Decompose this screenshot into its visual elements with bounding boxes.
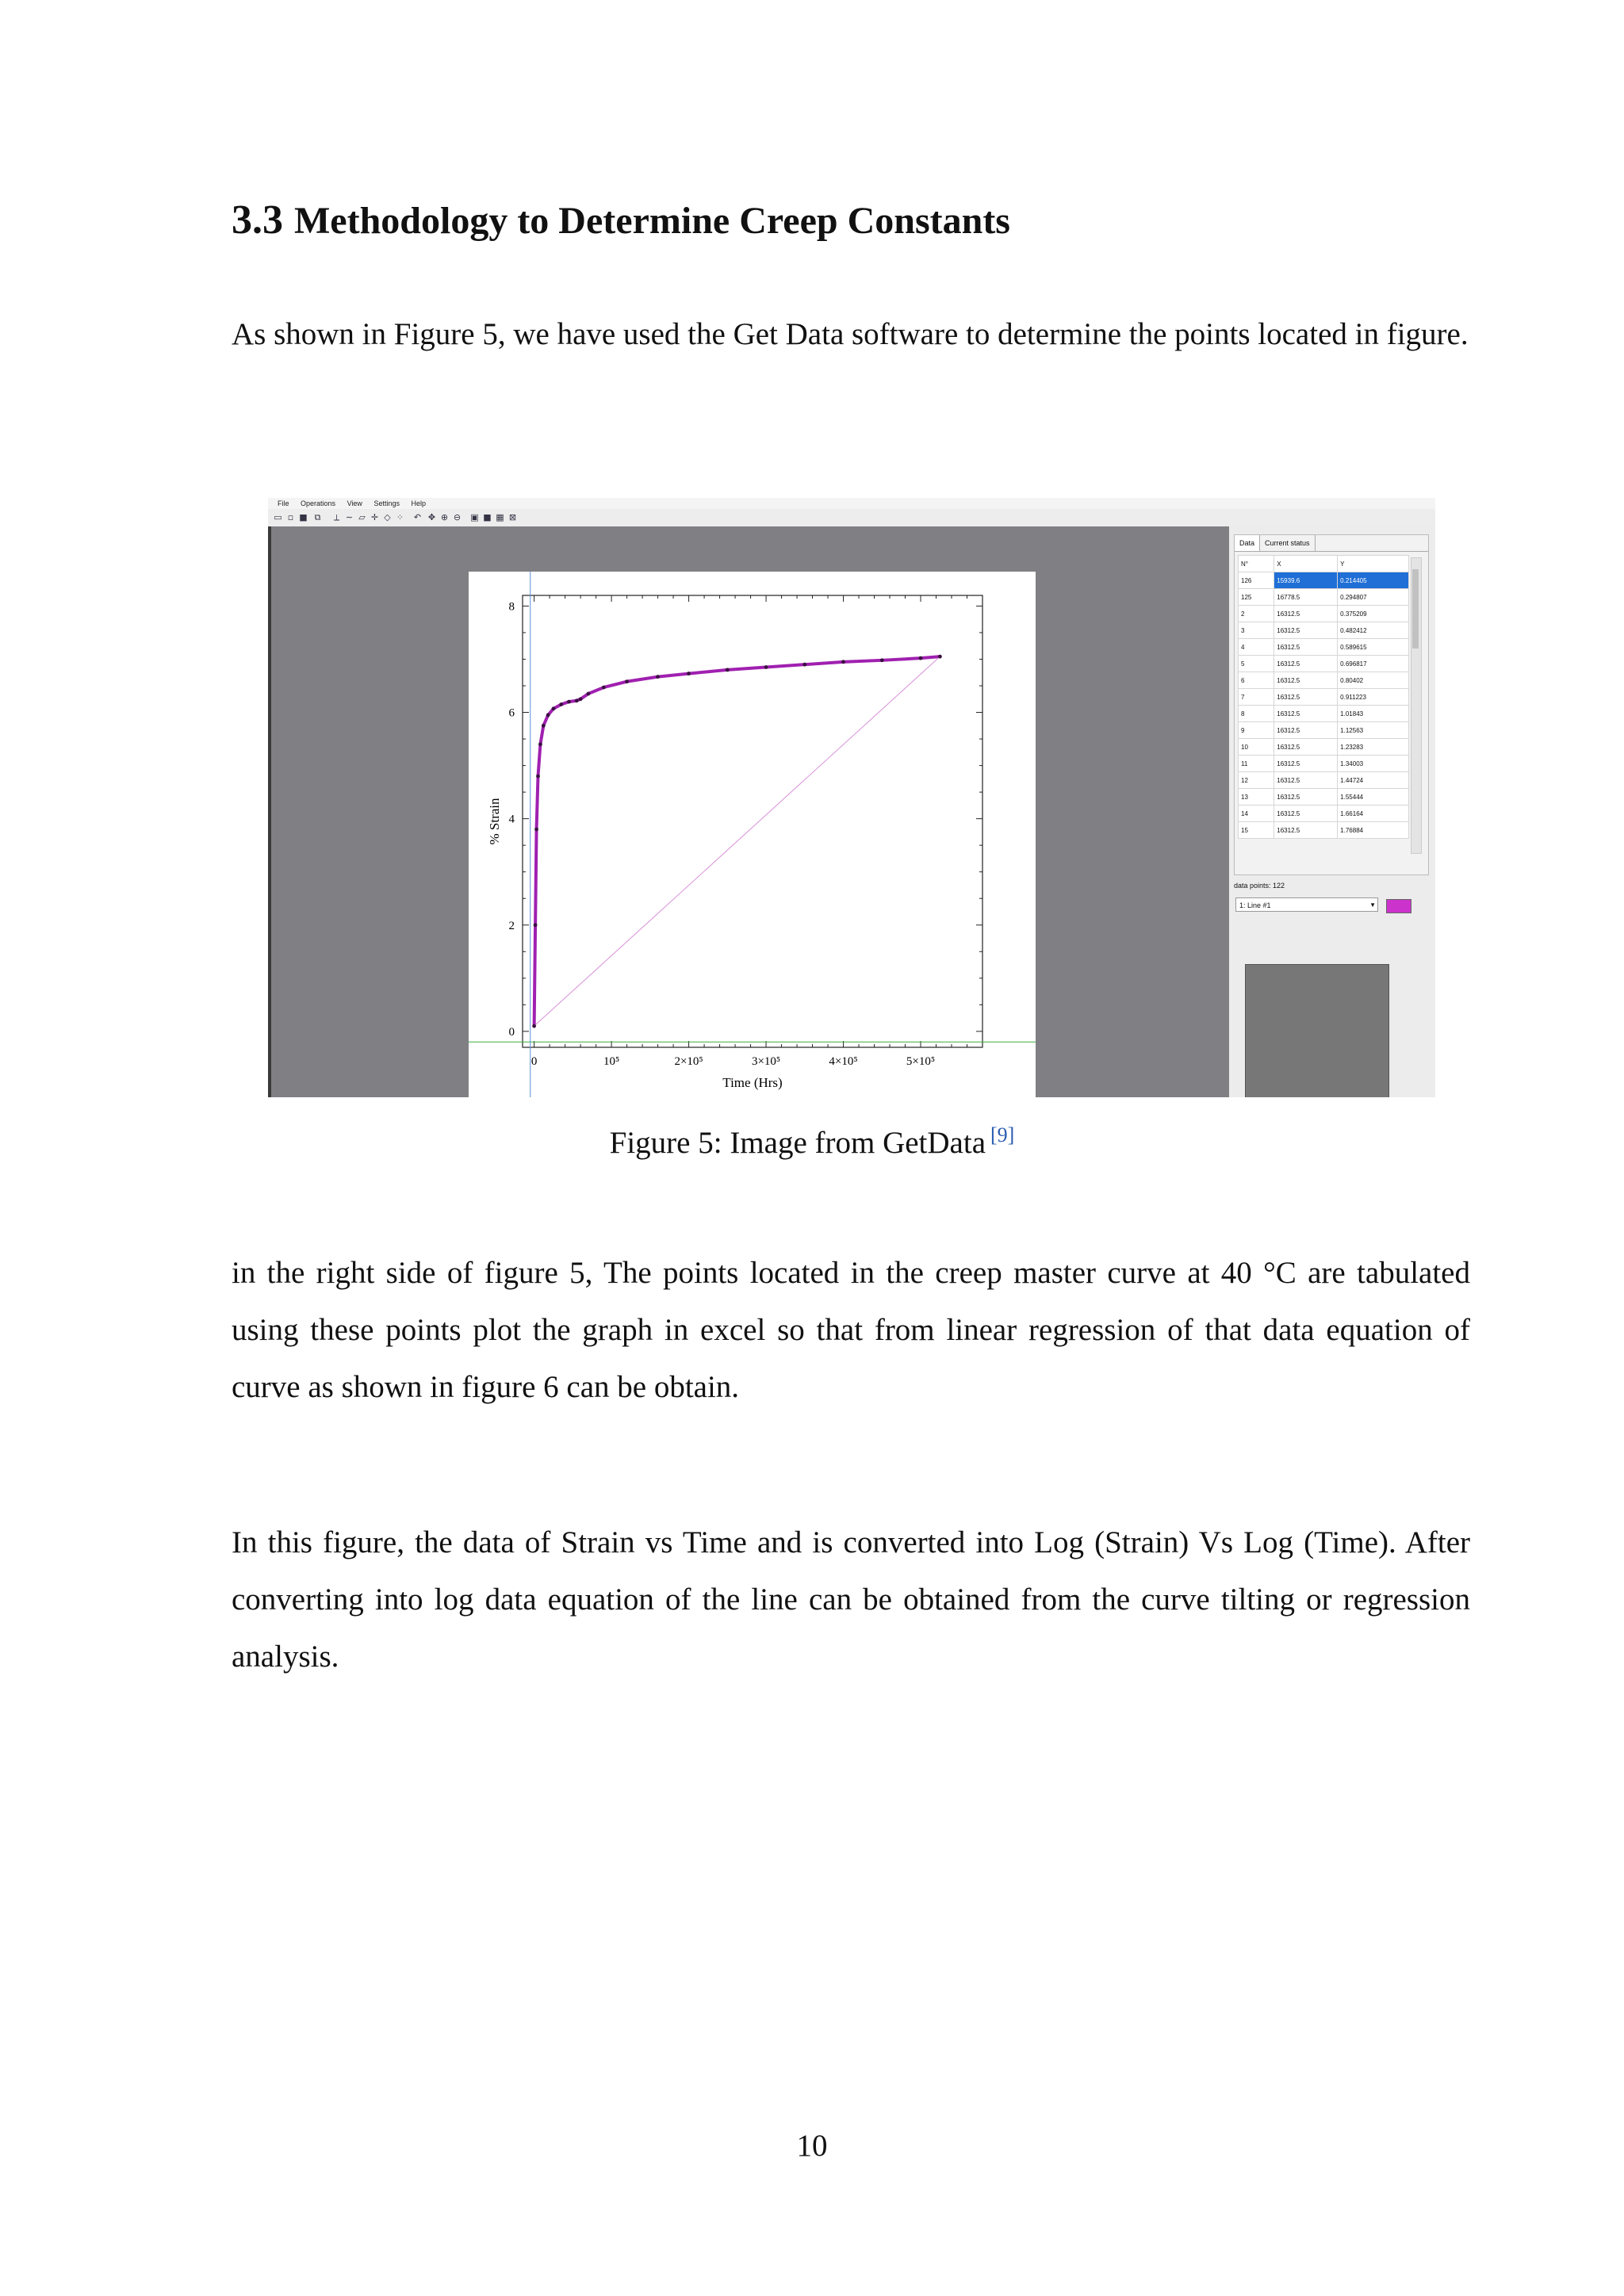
cell-x: 16312.5 — [1274, 756, 1338, 772]
caption-text: Figure 5: Image from GetData — [609, 1126, 986, 1160]
grid-icon[interactable]: ▦ — [496, 512, 504, 522]
tab-data[interactable]: Data — [1235, 535, 1260, 551]
table-row[interactable] — [1239, 589, 1409, 606]
line-select[interactable] — [1235, 897, 1378, 912]
data-point — [552, 706, 556, 710]
cell-y: 0.375209 — [1338, 606, 1409, 622]
data-points-count: data points: 122 — [1234, 882, 1285, 890]
table-row[interactable] — [1239, 656, 1409, 672]
data-point — [538, 742, 542, 746]
cell-n: 10 — [1239, 739, 1274, 756]
cell-n: 12 — [1239, 772, 1274, 789]
open-folder-icon[interactable]: ▭ — [274, 512, 282, 522]
cell-x: 16312.5 — [1274, 789, 1338, 806]
table-row[interactable] — [1239, 606, 1409, 622]
y-tick-label: 8 — [508, 600, 515, 614]
data-point — [687, 672, 691, 675]
cell-n: 2 — [1239, 606, 1274, 622]
table-row[interactable] — [1239, 806, 1409, 822]
cell-y: 0.696817 — [1338, 656, 1409, 672]
panel-tabs — [1235, 535, 1428, 552]
data-point — [579, 697, 583, 701]
toolbar — [268, 509, 1435, 527]
cell-x: 16312.5 — [1274, 689, 1338, 706]
creep-chart — [469, 572, 1036, 1097]
y-axis-label: % Strain — [487, 798, 502, 845]
cell-n: 126 — [1239, 572, 1274, 589]
data-point — [625, 679, 629, 683]
table-row[interactable] — [1239, 722, 1409, 739]
cell-x: 16778.5 — [1274, 589, 1338, 606]
cell-y: 1.66164 — [1338, 806, 1409, 822]
cell-y: 1.44724 — [1338, 772, 1409, 789]
table-row[interactable] — [1239, 772, 1409, 789]
export-icon[interactable]: ⊠ — [508, 512, 517, 522]
data-point — [542, 724, 546, 728]
data-point — [656, 675, 660, 679]
data-point — [602, 686, 606, 690]
table-row[interactable] — [1239, 572, 1409, 589]
data-point — [726, 668, 730, 672]
image-canvas[interactable] — [271, 526, 1229, 1097]
cell-x: 15939.6 — [1274, 572, 1338, 589]
data-panel — [1234, 534, 1429, 875]
eraser-icon[interactable]: ◇ — [384, 512, 391, 522]
menu-operations[interactable]: Operations — [301, 499, 336, 507]
col-header-n: N° — [1239, 556, 1274, 572]
cell-n: 11 — [1239, 756, 1274, 772]
tab-current-status[interactable]: Current status — [1260, 535, 1316, 551]
table-row[interactable] — [1239, 739, 1409, 756]
line-color-swatch[interactable] — [1386, 899, 1411, 913]
table-scrollbar[interactable] — [1411, 557, 1422, 854]
cell-y: 0.214405 — [1338, 572, 1409, 589]
cell-n: 125 — [1239, 589, 1274, 606]
data-point — [919, 656, 923, 660]
cell-x: 16312.5 — [1274, 806, 1338, 822]
menu-file[interactable]: File — [278, 499, 289, 507]
cell-y: 0.294807 — [1338, 589, 1409, 606]
point-capture-icon[interactable]: ⁘ — [396, 512, 404, 522]
window-icon[interactable]: ▣ — [470, 512, 479, 522]
paragraph-2: in the right side of figure 5, The points located in the creep master curve at 40 °C are tabulated using these points plot the graph in excel so that from linear regression of that data equation of curve as shown in figure 6 can be obtain. — [232, 1256, 1470, 1404]
x-tick-label: 5×10⁵ — [906, 1055, 936, 1068]
menu-settings[interactable]: Settings — [373, 499, 400, 507]
cell-x: 16312.5 — [1274, 772, 1338, 789]
data-point — [575, 698, 579, 702]
cell-x: 16312.5 — [1274, 706, 1338, 722]
data-point — [880, 658, 884, 662]
cell-n: 6 — [1239, 672, 1274, 689]
cell-y: 1.34003 — [1338, 756, 1409, 772]
chevron-down-icon[interactable]: ▼ — [1369, 901, 1376, 909]
paragraph-1: As shown in Figure 5, we have used the Get Data software to determine the points located in figure. — [232, 317, 1469, 351]
data-point — [841, 660, 845, 664]
data-table — [1238, 555, 1409, 839]
data-point — [536, 775, 540, 779]
plot-image — [469, 572, 1036, 1097]
figure-caption — [0, 1113, 1624, 1165]
series-line-2 — [534, 656, 940, 1026]
cell-y: 1.23283 — [1338, 739, 1409, 756]
y-tick-label: 2 — [508, 919, 515, 932]
cell-y: 0.911223 — [1338, 689, 1409, 706]
x-tick-label: 3×10⁵ — [751, 1055, 781, 1068]
cell-y: 0.482412 — [1338, 622, 1409, 639]
table-header-row — [1239, 556, 1409, 572]
y-tick-label: 0 — [508, 1025, 515, 1039]
menu-view[interactable]: View — [347, 499, 362, 507]
menu-help[interactable]: Help — [411, 499, 427, 507]
cell-y: 0.80402 — [1338, 672, 1409, 689]
cell-x: 16312.5 — [1274, 822, 1338, 839]
cell-x: 16312.5 — [1274, 672, 1338, 689]
data-point — [534, 923, 538, 927]
paragraph-3: In this figure, the data of Strain vs Time and is converted into Log (Strain) Vs Log (Time). After converting into log data equation of the line can be obtained from the curve tilting or regression analysis. — [232, 1525, 1470, 1674]
table-row[interactable] — [1239, 756, 1409, 772]
y-tick-label: 6 — [508, 706, 515, 720]
cell-n: 4 — [1239, 639, 1274, 656]
x-tick-label: 0 — [530, 1055, 538, 1068]
cell-n: 9 — [1239, 722, 1274, 739]
cell-x: 16312.5 — [1274, 656, 1338, 672]
cell-n: 5 — [1239, 656, 1274, 672]
axis-point-icon[interactable]: ⟂ — [333, 512, 340, 522]
col-header-x: X — [1274, 556, 1338, 572]
y-tick-label: 4 — [508, 813, 515, 826]
table-row[interactable] — [1239, 789, 1409, 806]
table-row[interactable] — [1239, 706, 1409, 722]
table-row[interactable] — [1239, 672, 1409, 689]
cell-x: 16312.5 — [1274, 639, 1338, 656]
cell-n: 8 — [1239, 706, 1274, 722]
save-icon[interactable]: ■ — [299, 512, 308, 522]
side-panel — [1229, 526, 1435, 1097]
fill-icon[interactable]: ■ — [483, 512, 492, 522]
copy-icon[interactable]: ⧉ — [314, 512, 321, 522]
new-file-icon[interactable]: ▫ — [287, 512, 294, 522]
x-tick-label: 2×10⁵ — [674, 1055, 703, 1068]
cell-y: 1.12563 — [1338, 722, 1409, 739]
data-point — [534, 828, 538, 832]
cell-n: 13 — [1239, 789, 1274, 806]
table-row[interactable] — [1239, 822, 1409, 839]
data-point — [532, 1024, 536, 1028]
crosshair-icon[interactable]: ✛ — [370, 512, 379, 522]
cell-x: 16312.5 — [1274, 722, 1338, 739]
data-point — [938, 655, 942, 659]
cell-n: 3 — [1239, 622, 1274, 639]
scroll-thumb[interactable] — [1412, 569, 1419, 649]
cell-y: 1.55444 — [1338, 789, 1409, 806]
page-number: 10 — [796, 2129, 828, 2163]
x-tick-label: 4×10⁵ — [829, 1055, 858, 1068]
cell-n: 7 — [1239, 689, 1274, 706]
zoom-in-icon[interactable]: ⊕ — [440, 512, 449, 522]
section-heading — [232, 197, 1010, 243]
table-row[interactable] — [1239, 622, 1409, 639]
data-point — [559, 702, 563, 706]
preview-pane — [1245, 964, 1389, 1097]
section-title: Methodology to Determine Creep Constants — [294, 200, 1010, 242]
data-point — [764, 665, 768, 669]
menu-bar — [268, 498, 1435, 509]
zoom-out-icon[interactable]: ⊖ — [453, 512, 462, 522]
section-number: 3.3 — [232, 197, 283, 243]
cell-y: 1.76884 — [1338, 822, 1409, 839]
cell-y: 1.01843 — [1338, 706, 1409, 722]
x-axis-label: Time (Hrs) — [722, 1075, 783, 1090]
col-header-y: Y — [1338, 556, 1409, 572]
cell-n: 15 — [1239, 822, 1274, 839]
citation-link[interactable]: [9] — [990, 1123, 1015, 1146]
data-point — [567, 700, 571, 704]
cell-n: 14 — [1239, 806, 1274, 822]
data-point — [586, 692, 590, 696]
move-icon[interactable]: ✥ — [427, 512, 436, 522]
plot-frame — [523, 595, 982, 1047]
data-point — [546, 713, 550, 717]
line-select-value: 1: Line #1 — [1239, 901, 1271, 909]
x-tick-label: 10⁵ — [603, 1055, 620, 1068]
cell-x: 16312.5 — [1274, 739, 1338, 756]
data-point — [802, 663, 806, 667]
cell-x: 16312.5 — [1274, 606, 1338, 622]
undo-icon[interactable]: ↶ — [413, 512, 422, 522]
table-row[interactable] — [1239, 689, 1409, 706]
area-icon[interactable]: ▱ — [358, 512, 366, 522]
curve-icon[interactable]: ∼ — [345, 512, 354, 522]
table-row[interactable] — [1239, 639, 1409, 656]
getdata-screenshot — [268, 498, 1435, 1097]
cell-y: 0.589615 — [1338, 639, 1409, 656]
cell-x: 16312.5 — [1274, 622, 1338, 639]
